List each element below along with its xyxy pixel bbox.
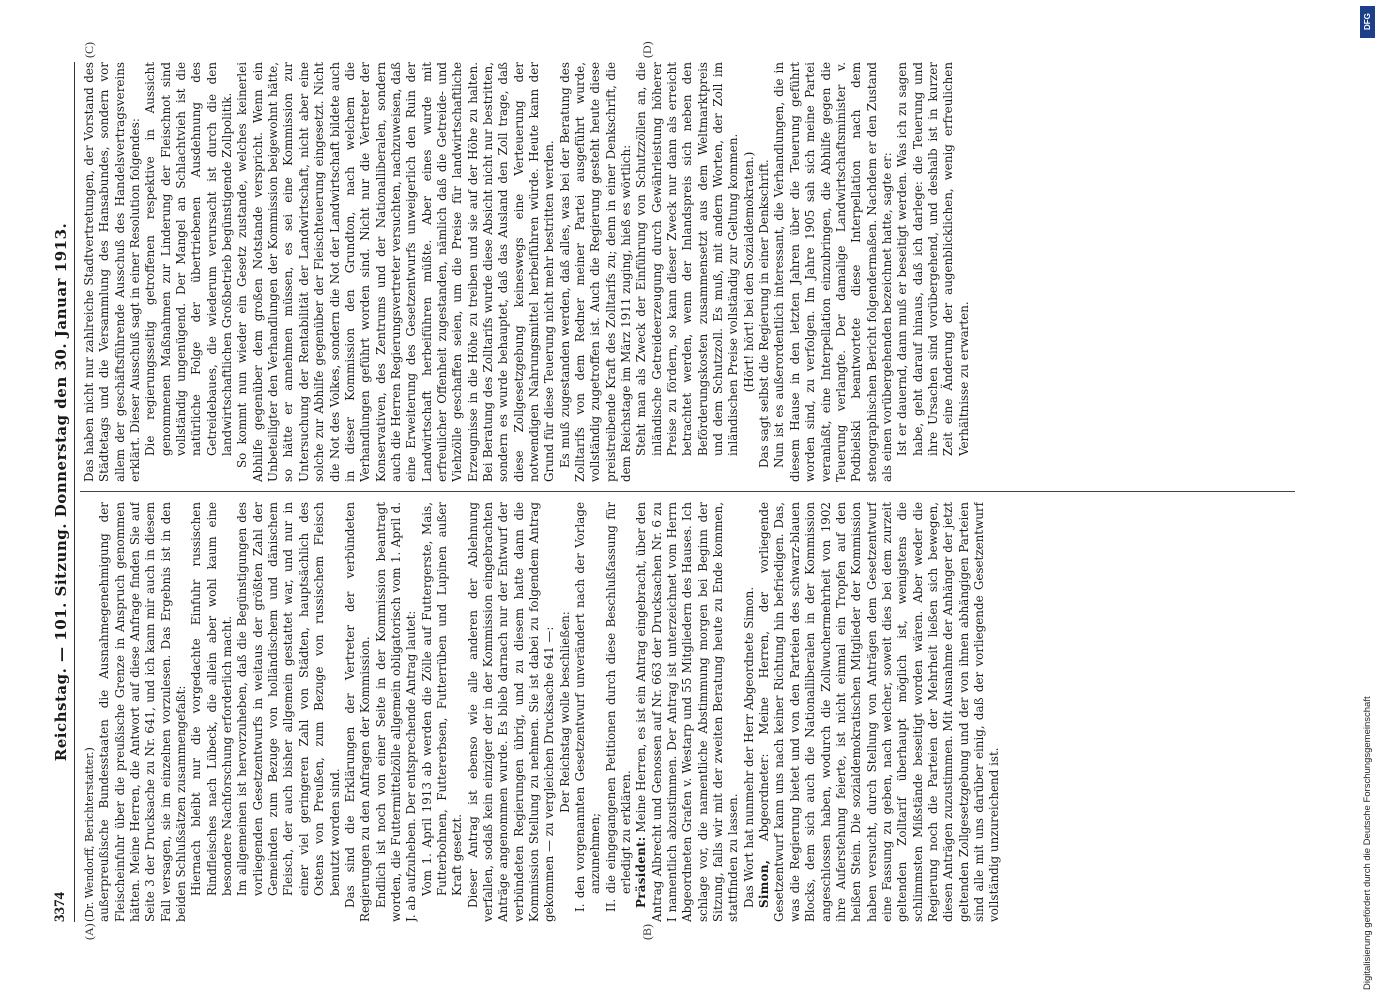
quotation: Steht man als Zweck der Einführung von Schutzzöllen an, die inländische Getreideerzeugung durch Gewährleistung höherer Preise zu fördern, so kann dieser Zweck nur dann als erreicht betrachtet werden, wenn der Inlandspreis sich neben den Beförderungskosten zusammensetzt aus dem Weltmarktpreis und dem Schutzzoll. Es muß, mit andern Worten, der Zoll im inländischen Preise vollständig zur Geltung kommen. — [634, 62, 741, 456]
paragraph: Nun ist es außerordentlich interessant, die Verhandlungen, die in diesem Hause in den letzten Jahren über die Teuerung geführt worden sind, zu verfolgen. Im Jahre 1905 sah sich meine Partei veranlaßt, eine Interpellation einzubringen, die Abhilfe gegen die Teuerung verlangte. Der damalige Landwirtschaftsminister v. Podbielski beantwortete diese Interpellation nach dem stenographischen Bericht folgendermaßen. Nachdem er den Zustand als einen vorübergehenden bezeichnet hatte, sagte er: — [772, 62, 894, 482]
margin-mark-b: (B) — [640, 924, 654, 940]
running-head: Reichstag. — 101. Sitzung. Donnerstag den 30. Januar 1913. — [52, 222, 70, 762]
paragraph: außerpreußische Bundesstaaten die Ausnahmegenehmigung der Fleischeinfuhr über die preußische Grenze in Anspruch genommen hätten. Meine Herren, die Antwort auf diese Anfrage finden Sie auf Seite 3 der Drucksache zu Nr. 641, und ich kann mir auch in diesem Fall versagen, sie im einzelnen vorzulesen. Das Ergebnis ist in den beiden Schlußsätzen zusammengefaßt: — [97, 502, 189, 922]
paragraph: Endlich ist noch von einer Seite in der Kommission beantragt worden, die Futtermittelzölle allgemein obligatorisch vom 1. April d. J. ab aufzuheben. Der entsprechende Antrag lautet: — [373, 502, 419, 922]
resolution-item: II. die eingegangenen Petitionen durch diese Beschlußfassung für erledigt zu erklären. — [603, 502, 634, 912]
paragraph: Das Wort hat nunmehr der Herr Abgeordnete Simon. — [741, 586, 756, 908]
speaker-continuation: (Dr. Wendorff, Berichterstatter.) — [83, 747, 96, 922]
digitization-note: Digitalisierung gefördert durch die Deutsche Forschungsgemeinschaft — [1362, 696, 1373, 990]
speaker-name: Präsident: — [634, 836, 649, 908]
right-column — [82, 62, 1292, 482]
paragraph: Es muß zugestanden werden, daß alles, was bei der Beratung des Zolltarifs von dem Redner meiner Partei ausgeführt wurde, vollständig zugetroffen ist. Auch die Regierung gesteht heute diese preistreibende Kraft des Zolltarifs zu; denn in einer Denkschrift, die dem Reichstage im März 1911 zuging, hieß es wörtlich: — [557, 62, 634, 482]
header-rule — [74, 62, 75, 922]
motion-text: Vom 1. April 1913 ab werden die Zölle auf Futtergerste, Mais, Futterbohnen, Futtererbsen, Futterrüben und Lupinen außer Kraft gesetzt. — [419, 502, 465, 896]
resolution-intro: Der Reichstag wolle beschließen: — [557, 611, 572, 813]
paragraph — [634, 502, 741, 922]
resolution-item: I. den vorgenannten Gesetzentwurf unverändert nach der Vorlage anzunehmen; — [573, 502, 603, 912]
column-divider — [80, 491, 1295, 492]
paragraph: Das sagt selbst die Regierung in einer Denkschrift. — [757, 159, 772, 468]
margin-mark-c: (C) — [82, 42, 96, 58]
quotation: Die regierungsseitig getroffenen respektive in Aussicht genommenen Maßnahmen zur Linderung der Fleischnot sind vollständig ungenügend. Der Mangel an Schlachtvieh ist die natürliche Folge der übertriebenen Ausdehnung des Getreidebaues, die wiederum verursacht ist durch die den landwirtschaftlichen Großbetrieb begünstigende Zollpolitik. — [143, 62, 235, 456]
margin-mark-d: (D) — [640, 41, 654, 58]
paragraph: So kommt nun wieder ein Gesetz zustande, welches keinerlei Abhilfe gegenüber dem großen Notstande verspricht. Wenn ein Unbeteiligter den Verhandlungen der Kommission beigewohnt hätte, so hätte er annehmen müssen, es sei eine Kommission zur Untersuchung der Rentabilität der Landwirtschaft, nicht aber eine solche zur Abhilfe gegenüber der Fleischteuerung eingesetzt. Nicht die Not des Volkes, sondern die Not der Landwirtschaft bildete auch in dieser Kommission den Grundton, nach welchem die Verhandlungen geführt worden sind. Nicht nur die Vertreter der Konservativen, des Zentrums und der Nationalliberalen, sondern auch die Herren Regierungsvertreter versuchten, nachzuweisen, daß eine Erweiterung des Gesetzentwurfs unweigerlich den Ruin der Landwirtschaft herbeiführen müßte. Aber eines wurde mit erfreulicher Offenheit zugestanden, nämlich daß die Getreide- und Viehzölle geschaffen seien, um die Preise für landwirtschaftliche Erzeugnisse in die Höhe zu treiben und sie auf der Höhe zu halten. Bei Beratung des Zolltarifs wurde diese Absicht nicht nur bestritten, sondern es wurde behauptet, daß das Ausland den Zoll trage, daß diese Zollgesetzgebung keineswegs eine Verteuerung der notwendigen Nahrungsmittel herbeiführen würde. Heute kann der Grund für diese Teuerung nicht mehr bestritten werden. — [235, 62, 557, 482]
paragraph: Das sind die Erklärungen der Vertreter der verbündeten Regierungen zu den Anfragen der Kommission. — [342, 502, 373, 922]
margin-mark-a: (A) — [82, 923, 96, 940]
page-header — [52, 62, 74, 922]
page-number: 3374 — [52, 892, 68, 922]
quotation: Hiernach bleibt nur die vorgedachte Einfuhr russischen Rindfleisches nach Lübeck, die allein aber wohl kaum eine besondere Nachforschung erforderlich macht. — [189, 502, 235, 896]
speech-text: Abgeordneter: Meine Herren, der vorliegende Gesetzentwurf kann uns nach keiner Richtung hin befriedigen. Das, was die Regierung bietet und von den Parteien des schwarz-blauen Blocks, dem sich auch die Nationalliberalen in der Kommission angeschlossen haben, wodurch die Zollwuchermehrheit von 1902 ihre Auferstehung feierte, ist nicht einmal ein Tropfen auf den heißen Stein. Die sozialdemokratischen Mitglieder der Kommission haben versucht, durch Stellung von Anträgen dem Gesetzentwurf eine Fassung zu geben, nach welcher, soweit dies bei dem zurzeit geltenden Zolltarif überhaupt möglich ist, wenigstens die schlimmsten Mißstände beseitigt worden wären. Aber weder die Regierung noch die Parteien der Mehrheit ließen sich bewegen, diesen Anträgen zuzustimmen. Mit Ausnahme der Anhänger der jetzt geltenden Zollgesetzgebung und der von ihnen abhängigen Parteien sind alle mit uns darüber einig, daß der vorliegende Gesetzentwurf vollständig unzureichend ist. — [757, 502, 1002, 922]
paragraph: Dieser Antrag ist ebenso wie alle anderen der Ablehnung verfallen, sodaß kein einziger der in der Kommission eingebrachten Anträge angenommen wurde. Es blieb darnach nur der Entwurf der verbündeten Regierungen übrig, und zu diesem hatte dann die Kommission Stellung zu nehmen. Sie ist dabei zu folgendem Antrag gekommen — zu vergleichen Drucksache 641 —: — [465, 502, 557, 922]
paragraph — [757, 502, 1003, 922]
dfg-logo-icon: DFG — [1360, 6, 1375, 38]
quotation: Im allgemeinen ist hervorzuheben, daß die Begünstigungen des vorliegenden Gesetzentwurfs in weitaus der größten Zahl der Gemeinden zum Bezuge von holländischem und dänischem Fleisch, der auch bisher allgemein gestattet war, und nur in einer viel geringeren Zahl von Städten, hauptsächlich des Ostens von Preußen, zum Bezuge von russischem Fleisch benutzt worden sind. — [235, 502, 342, 896]
paragraph: Das haben nicht nur zahlreiche Stadtvertretungen, der Vorstand des Städtetags und die Versammlung des Hansabundes, sondern vor allem der geschäftsführende Ausschuß des Handelsvertragsvereins erklärt. Dieser Ausschuß sagt in einer Resolution folgendes: — [82, 62, 143, 482]
speech-text: Meine Herren, es ist ein Antrag eingebracht, über den Antrag Albrecht und Genossen auf Nr. 663 der Drucksachen Nr. 6 zu I namentlich abzustimmen. Der Antrag ist unterzeichnet vom Herrn Abgeordneten Grafen v. Westarp und 55 Mitgliedern des Hauses. Ich schlage vor, die namentliche Abstimmung morgen bei Beginn der Sitzung, falls wir mit der zweiten Beratung heute zu Ende kommen, stattfinden zu lassen. — [634, 502, 741, 922]
speaker-name: Simon, — [757, 859, 772, 908]
interjection: (Hört! hört! bei den Sozialdemokraten.) — [741, 151, 756, 393]
quotation: Ist er dauernd, dann muß er beseitigt werden. Was ich zu sagen habe, geht darauf hinaus, daß ich darlege: die Teuerung und ihre Ursachen sind vorübergehend, und deshalb ist in kurzer Zeit eine Änderung der augenblicklichen, wenig erfreulichen Verhältnisse zu erwarten. — [895, 62, 971, 456]
left-column — [82, 502, 1292, 922]
